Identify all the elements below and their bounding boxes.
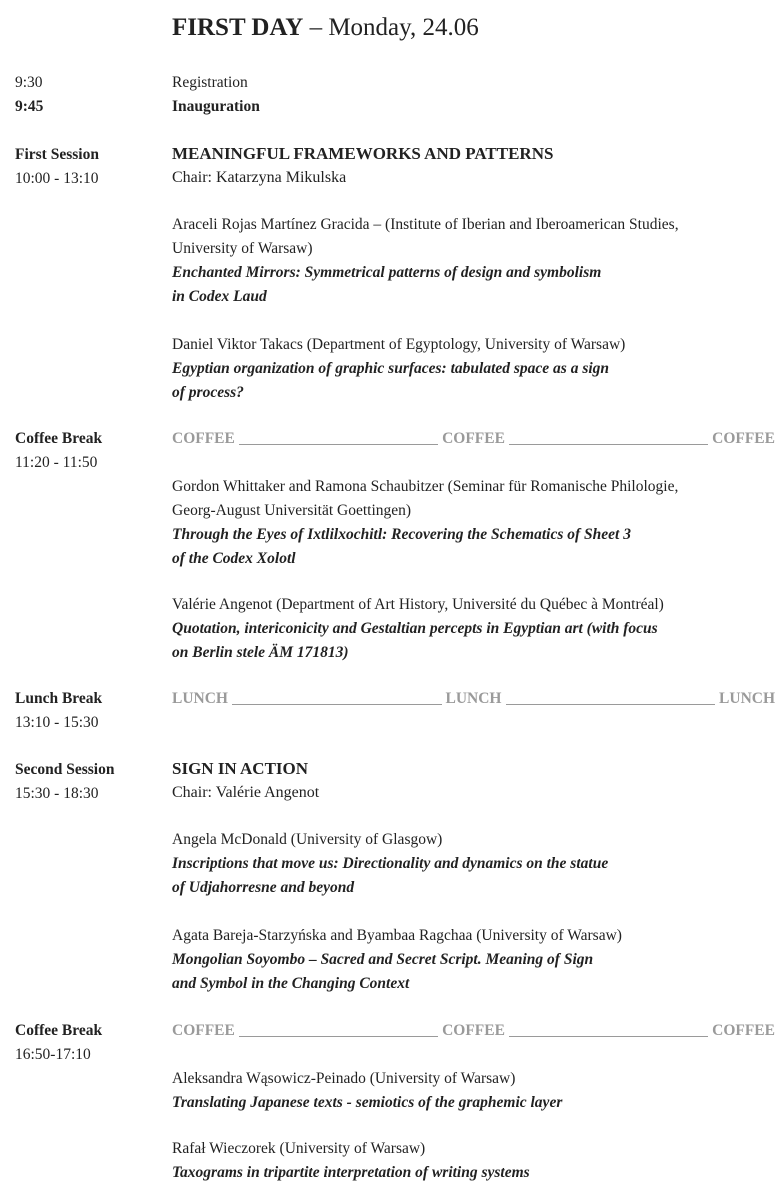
divider-line xyxy=(239,1036,438,1037)
session-chair: Chair: Katarzyna Mikulska xyxy=(172,169,347,186)
break-time: 11:20 - 11:50 xyxy=(15,454,98,471)
paper-author: Valérie Angenot (Department of Art History, Université du Québec à Montréal) xyxy=(172,596,664,613)
break-word: LUNCH xyxy=(172,690,228,707)
paper-author: Daniel Viktor Takacs (Department of Egyptology, University of Warsaw) xyxy=(172,336,626,353)
coffee-break-divider xyxy=(172,1021,775,1041)
paper-author: Araceli Rojas Martínez Gracida – (Institute of Iberian and Iberoamerican Studies, xyxy=(172,216,679,233)
lunch-break-divider xyxy=(172,689,775,709)
inauguration-label: Inauguration xyxy=(172,98,260,115)
paper-author: Agata Bareja-Starzyńska and Byambaa Ragchaa (University of Warsaw) xyxy=(172,927,622,944)
paper-title: and Symbol in the Changing Context xyxy=(172,975,410,992)
break-word: COFFEE xyxy=(712,430,775,447)
paper-author: Angela McDonald (University of Glasgow) xyxy=(172,831,443,848)
paper-title: Enchanted Mirrors: Symmetrical patterns of design and symbolism xyxy=(172,264,602,281)
paper-title: Through the Eyes of Ixtlilxochitl: Recovering the Schematics of Sheet 3 xyxy=(172,526,631,543)
paper-title: Translating Japanese texts - semiotics of the graphemic layer xyxy=(172,1094,563,1111)
paper-author: Aleksandra Wąsowicz-Peinado (University of Warsaw) xyxy=(172,1070,516,1087)
break-word: COFFEE xyxy=(712,1022,775,1039)
break-label: Coffee Break xyxy=(15,1022,103,1039)
session-time: 10:00 - 13:10 xyxy=(15,170,99,187)
paper-title: Quotation, intericonicity and Gestaltian percepts in Egyptian art (with focus xyxy=(172,620,658,637)
paper-title: Inscriptions that move us: Directionality and dynamics on the statue xyxy=(172,855,609,872)
paper-author: Rafał Wieczorek (University of Warsaw) xyxy=(172,1140,426,1157)
paper-author: Gordon Whittaker and Ramona Schaubitzer (Seminar für Romanische Philologie, xyxy=(172,478,679,495)
break-time: 16:50-17:10 xyxy=(15,1046,91,1063)
paper-title: of process? xyxy=(172,384,244,401)
break-time: 13:10 - 15:30 xyxy=(15,714,99,731)
session-time: 15:30 - 18:30 xyxy=(15,785,99,802)
break-word: COFFEE xyxy=(442,430,505,447)
divider-line xyxy=(239,444,438,445)
page-title xyxy=(172,14,479,42)
break-word: COFFEE xyxy=(172,1022,235,1039)
session-label: First Session xyxy=(15,146,99,163)
session-chair: Chair: Valérie Angenot xyxy=(172,784,320,801)
registration-label: Registration xyxy=(172,74,248,91)
break-label: Coffee Break xyxy=(15,430,103,447)
divider-line xyxy=(509,1036,708,1037)
break-label: Lunch Break xyxy=(15,690,103,707)
time-inauguration: 9:45 xyxy=(15,98,44,115)
time-registration: 9:30 xyxy=(15,74,43,91)
day-date: – Monday, 24.06 xyxy=(303,14,479,41)
day-label: FIRST DAY xyxy=(172,14,304,41)
break-word: LUNCH xyxy=(719,690,776,707)
paper-title: Mongolian Soyombo – Sacred and Secret Script. Meaning of Sign xyxy=(172,951,594,968)
paper-author: University of Warsaw) xyxy=(172,240,313,257)
paper-title: of the Codex Xolotl xyxy=(172,550,296,567)
divider-line xyxy=(232,704,442,705)
paper-title: on Berlin stele ÄM 171813) xyxy=(172,644,349,661)
paper-title: in Codex Laud xyxy=(172,288,267,305)
paper-author: Georg-August Universität Goettingen) xyxy=(172,502,412,519)
session-label: Second Session xyxy=(15,761,115,778)
break-word: COFFEE xyxy=(172,430,235,447)
paper-title: Egyptian organization of graphic surfaces: tabulated space as a sign xyxy=(172,360,610,377)
break-word: LUNCH xyxy=(445,690,502,707)
coffee-break-divider xyxy=(172,429,775,449)
paper-title: Taxograms in tripartite interpretation of writing systems xyxy=(172,1164,530,1181)
session-heading: SIGN IN ACTION xyxy=(172,759,309,778)
break-word: COFFEE xyxy=(442,1022,505,1039)
session-heading: MEANINGFUL FRAMEWORKS AND PATTERNS xyxy=(172,144,554,163)
divider-line xyxy=(509,444,708,445)
divider-line xyxy=(506,704,716,705)
paper-title: of Udjahorresne and beyond xyxy=(172,879,355,896)
